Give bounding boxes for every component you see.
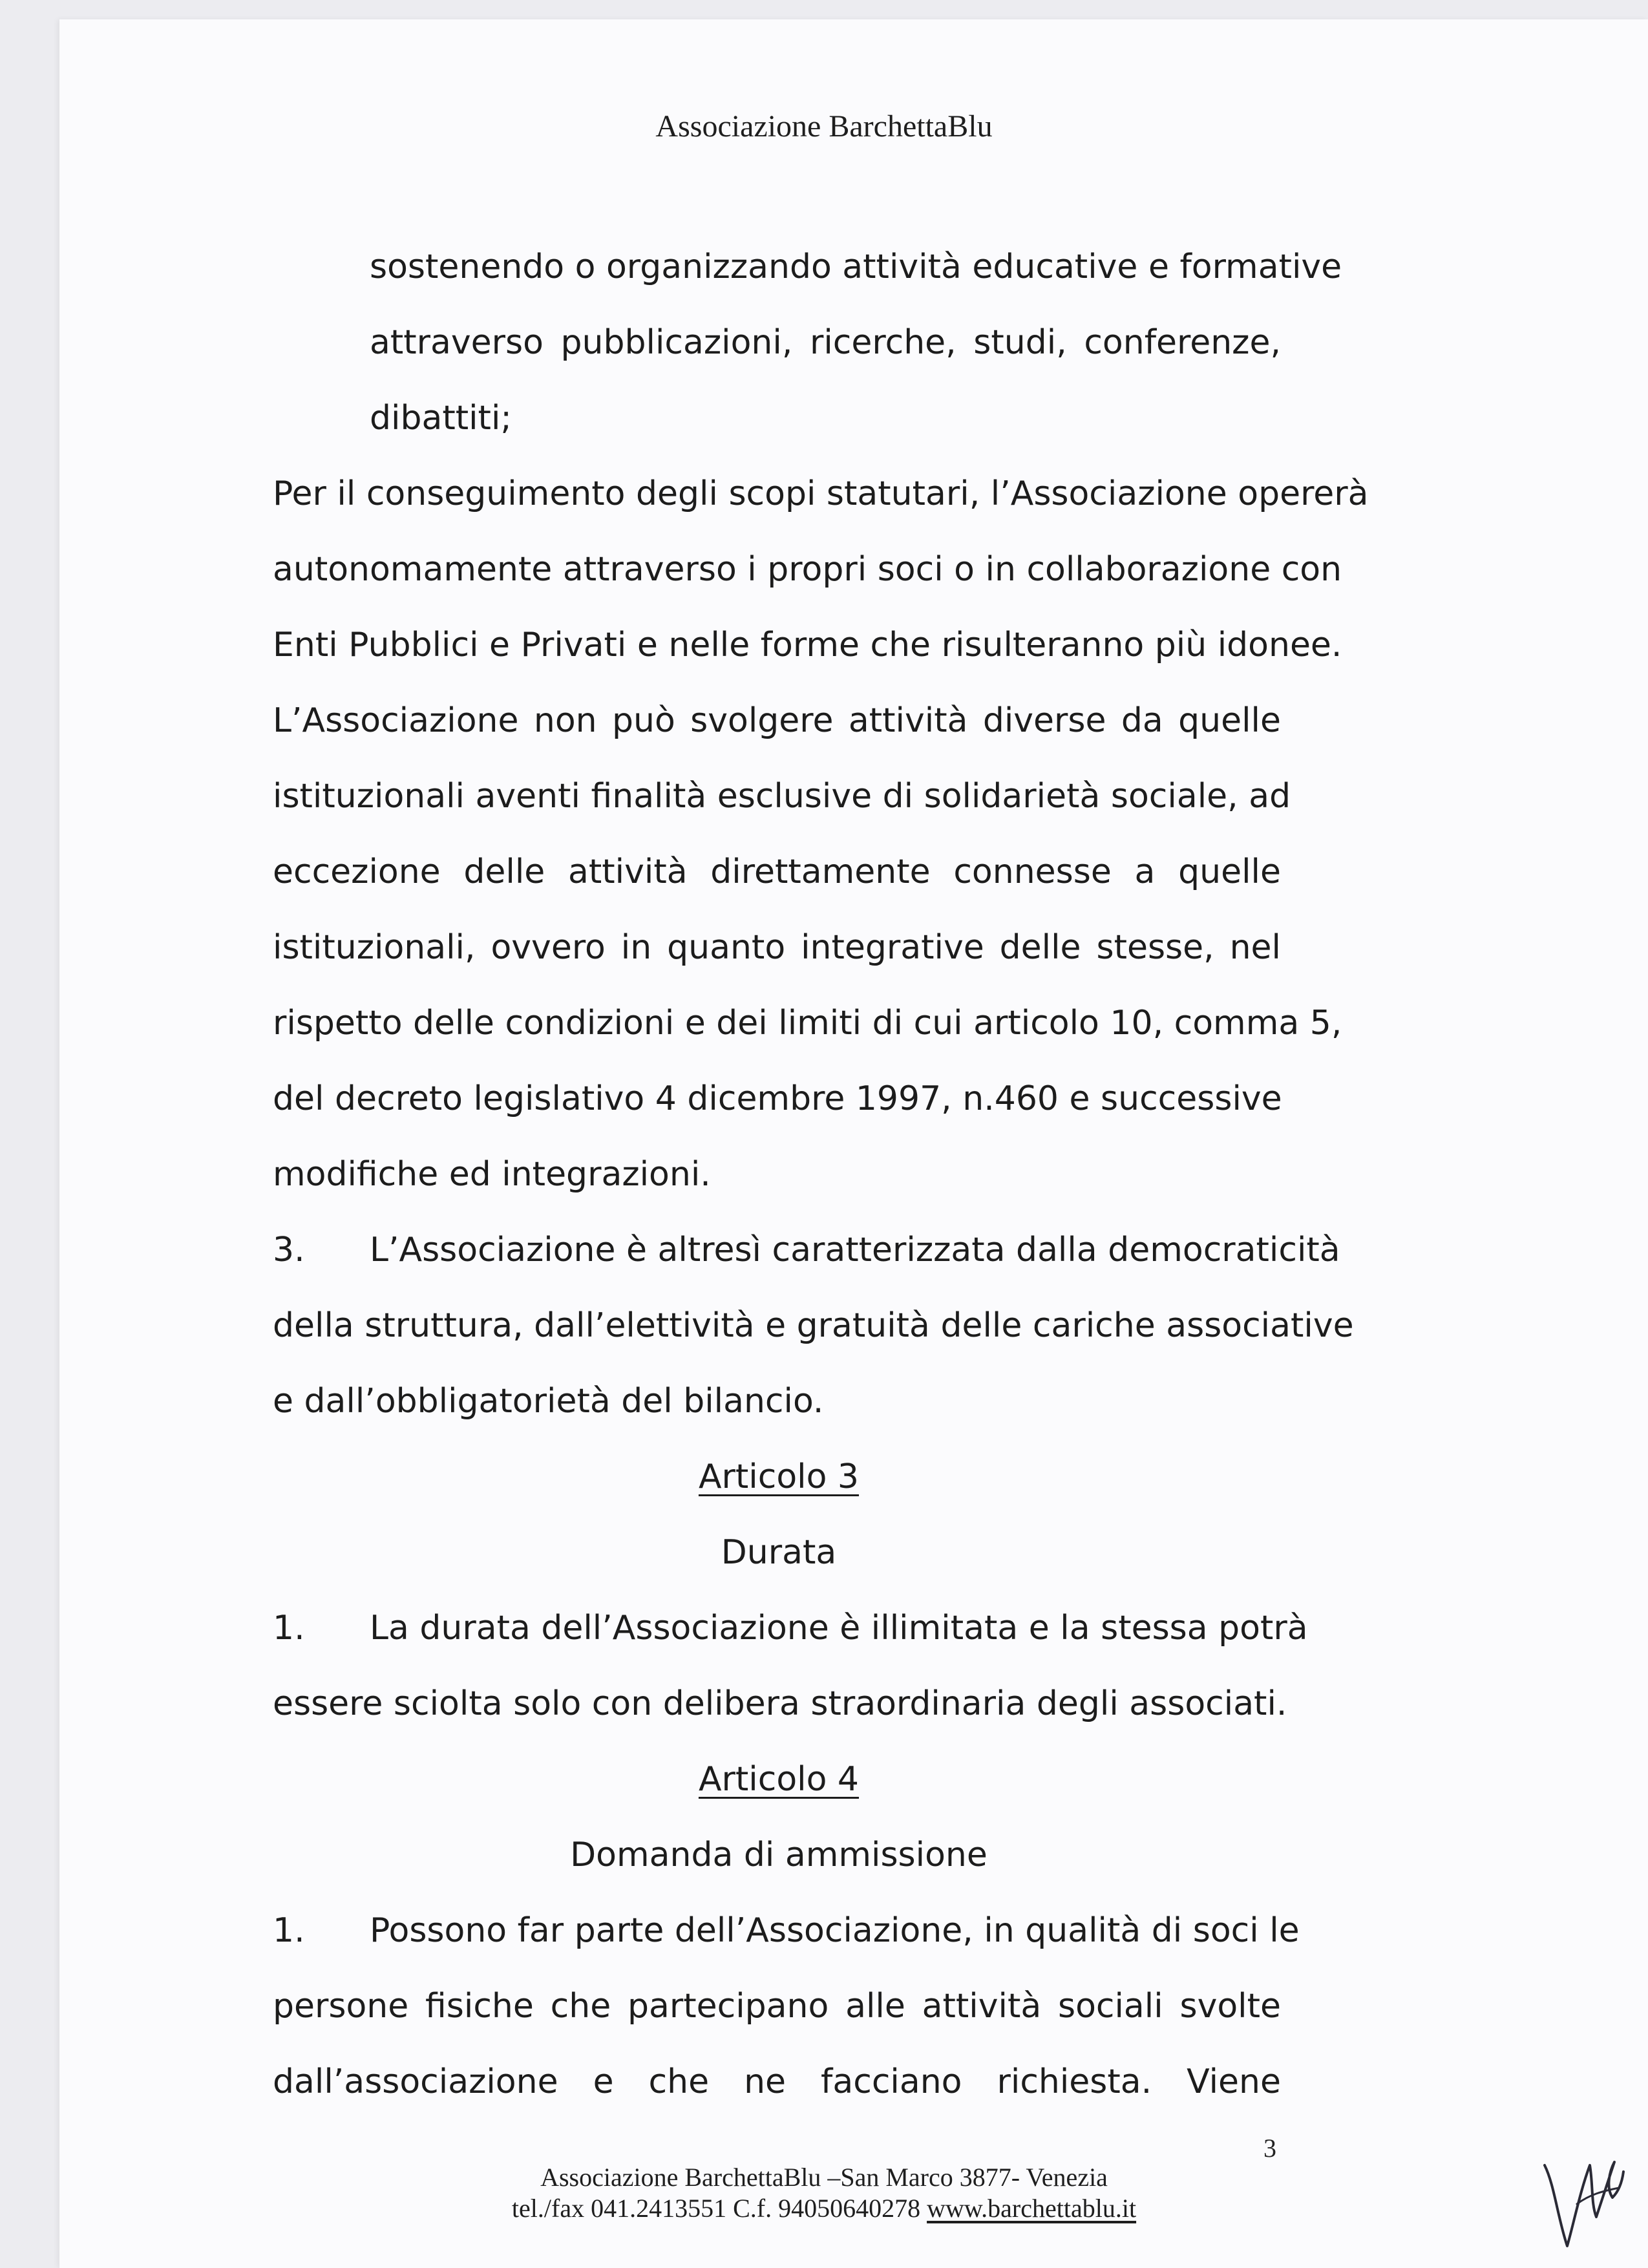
point-first-line: Possono far parte dell’Associazione, in qualità di soci le xyxy=(370,1911,1300,1950)
paragraph-line: rispetto delle condizioni e dei limiti di cui articolo 10, comma 5, xyxy=(273,1004,1342,1043)
paragraph-line: Per il conseguimento degli scopi statutari, l’Associazione opererà xyxy=(273,474,1369,513)
point-number: 1. xyxy=(273,1609,305,1648)
intro-line: attraverso pubblicazioni, ricerche, studi, conferenze, xyxy=(370,323,1281,362)
paragraph-line: autonomamente attraverso i propri soci o in collaborazione con xyxy=(273,550,1342,589)
paragraph-line: eccezione delle attività direttamente connesse a quelle xyxy=(273,853,1281,891)
paragraph-line: e dall’obbligatorietà del bilancio. xyxy=(273,1382,824,1421)
article-3-heading: Articolo 3 xyxy=(698,1457,860,1496)
paragraph-line: modifiche ed integrazioni. xyxy=(273,1155,711,1194)
footer-address: Associazione BarchettaBlu –San Marco 3877- Venezia xyxy=(540,2163,1108,2192)
article-4-heading: Articolo 4 xyxy=(698,1760,860,1799)
article-heading xyxy=(271,1757,1286,1802)
paragraph-line: Enti Pubblici e Privati e nelle forme che risulteranno più idonee. xyxy=(273,626,1342,664)
document-header: Associazione BarchettaBlu xyxy=(655,109,993,143)
intro-line: dibattiti; xyxy=(370,399,512,438)
paragraph-line: L’Associazione non può svolgere attività diverse da quelle xyxy=(273,701,1281,740)
intro-line: sostenendo o organizzando attività educative e formative xyxy=(370,248,1342,286)
point-number: 1. xyxy=(273,1911,305,1950)
paragraph-line: della struttura, dall’elettività e gratuità delle cariche associative xyxy=(273,1306,1354,1345)
paragraph-line: istituzionali, ovvero in quanto integrative delle stesse, nel xyxy=(273,928,1281,967)
page-number: 3 xyxy=(1263,2134,1276,2163)
footer-phone-taxcode: tel./fax 041.2413551 C.f. 94050640278 xyxy=(511,2194,921,2223)
point-first-line: La durata dell’Associazione è illimitata e la stessa potrà xyxy=(370,1609,1308,1648)
document-footer xyxy=(0,2162,1648,2224)
handwritten-signature-icon xyxy=(1532,2126,1635,2256)
paragraph-line: essere sciolta solo con delibera straordinaria degli associati. xyxy=(273,1684,1287,1723)
paragraph-line: dall’associazione e che ne facciano richiesta. Viene xyxy=(273,2062,1281,2101)
point-number: 3. xyxy=(273,1231,305,1269)
paragraph-line: persone fisiche che partecipano alle attività sociali svolte xyxy=(273,1987,1281,2026)
article-heading xyxy=(271,1454,1286,1500)
point-first-line: L’Associazione è altresì caratterizzata dalla democraticità xyxy=(370,1231,1340,1269)
footer-website-link[interactable]: www.barchettablu.it xyxy=(927,2194,1137,2223)
article-subtitle: Durata xyxy=(721,1533,837,1572)
article-subtitle: Domanda di ammissione xyxy=(570,1836,988,1874)
footer-contact xyxy=(0,2193,1648,2224)
paragraph-line: del decreto legislativo 4 dicembre 1997, n.460 e successive xyxy=(273,1079,1282,1118)
paragraph-line: istituzionali aventi finalità esclusive di solidarietà sociale, ad xyxy=(273,777,1291,816)
